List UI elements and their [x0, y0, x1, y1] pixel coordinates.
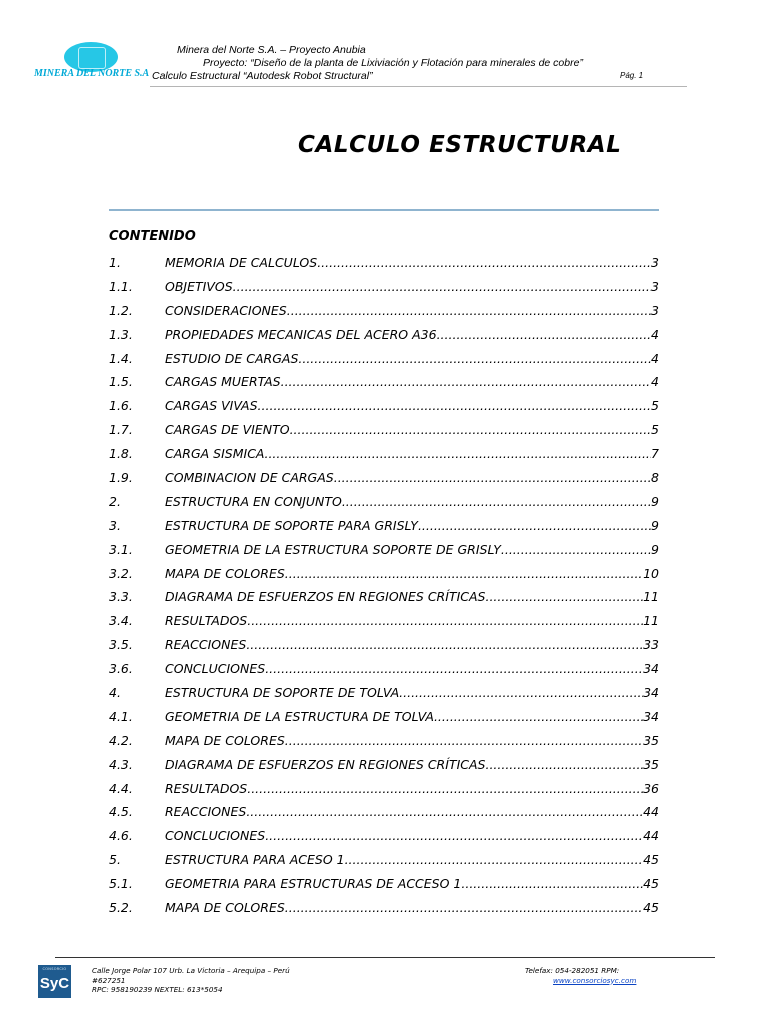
header-divider [150, 86, 687, 87]
toc-entry-number: 1.3. [109, 326, 133, 342]
toc-entry-label: REACCIONES [165, 804, 247, 820]
toc-entry[interactable] [109, 705, 659, 729]
toc-entry-page: 3 [651, 302, 659, 318]
toc-entry-number: 5.2. [109, 900, 133, 916]
toc-entry-label: COMBINACION DE CARGAS [165, 470, 334, 486]
toc-entry-label: GEOMETRIA DE LA ESTRUCTURA SOPORTE DE GRISLY [165, 541, 501, 557]
toc-entry-page: 5 [651, 422, 659, 438]
header-page-number: Pág. 1 [620, 71, 644, 80]
toc-entry-number: 3. [109, 517, 121, 533]
toc-entry[interactable] [109, 729, 659, 753]
toc-dot-leader [485, 753, 643, 777]
toc-entry-page: 45 [643, 900, 659, 916]
toc-dot-leader [317, 251, 651, 275]
toc-entry-number: 3.1. [109, 541, 133, 557]
toc-dot-leader [281, 370, 651, 394]
toc-entry[interactable] [109, 251, 659, 275]
toc-entry-label: RESULTADOS [165, 613, 248, 629]
toc-dot-leader [287, 299, 651, 323]
toc-entry[interactable] [109, 466, 659, 490]
toc-entry-page: 36 [643, 780, 659, 796]
toc-entry-label: ESTRUCTURA PARA ACESO 1 [165, 852, 345, 868]
toc-entry-number: 2. [109, 493, 121, 509]
toc-dot-leader [247, 609, 643, 633]
toc-entry-number: 3.4. [109, 613, 133, 629]
toc-entry-number: 3.5. [109, 637, 133, 653]
title-divider [109, 209, 659, 211]
toc-entry[interactable] [109, 442, 659, 466]
toc-entry-label: CARGAS MUERTAS [165, 374, 281, 390]
toc-entry-page: 45 [643, 876, 659, 892]
header-project: Proyecto: “Diseño de la planta de Lixiviación y Flotación para minerales de cobre” [203, 57, 583, 69]
toc-dot-leader [246, 633, 643, 657]
toc-entry-number: 4.1. [109, 708, 133, 724]
toc-dot-leader [345, 848, 644, 872]
toc-entry-number: 1.4. [109, 350, 133, 366]
toc-entry-page: 34 [643, 685, 659, 701]
toc-entry[interactable] [109, 562, 659, 586]
toc-entry-label: PROPIEDADES MECANICAS DEL ACERO A36 [165, 326, 437, 342]
toc-entry-page: 4 [651, 350, 659, 366]
header-calc-title: Calculo Estructural “Autodesk Robot Structural” [152, 70, 373, 82]
toc-entry-number: 1.7. [109, 422, 133, 438]
document-title: CALCULO ESTRUCTURAL [298, 132, 622, 158]
toc-entry[interactable] [109, 633, 659, 657]
toc-entry[interactable] [109, 753, 659, 777]
toc-entry-page: 8 [651, 470, 659, 486]
toc-entry-label: REACCIONES [165, 637, 247, 653]
toc-entry-number: 1.6. [109, 398, 133, 414]
footer-website-link[interactable]: www.consorciosyc.com [553, 975, 637, 985]
toc-entry[interactable] [109, 824, 659, 848]
toc-dot-leader [264, 442, 651, 466]
toc-dot-leader [247, 777, 643, 801]
toc-entry-number: 1.1. [109, 278, 133, 294]
toc-entry-label: GEOMETRIA DE LA ESTRUCTURA DE TOLVA [165, 708, 434, 724]
toc-entry-label: GEOMETRIA PARA ESTRUCTURAS DE ACCESO 1 [165, 876, 462, 892]
toc-entry-number: 1.5. [109, 374, 133, 390]
footer-address [92, 966, 290, 995]
toc-entry-page: 9 [651, 517, 659, 533]
toc-entry-page: 45 [643, 852, 659, 868]
toc-entry-number: 1. [109, 255, 121, 270]
toc-entry[interactable] [109, 370, 659, 394]
toc-entry[interactable] [109, 394, 659, 418]
toc-entry-label: ESTRUCTURA DE SOPORTE PARA GRISLY [165, 517, 418, 533]
toc-entry[interactable] [109, 800, 659, 824]
toc-entry-page: 11 [643, 589, 659, 605]
toc-entry-number: 4.2. [109, 732, 133, 748]
toc-entry-number: 5. [109, 852, 121, 868]
footer-logo-mark: SyC [39, 975, 70, 992]
toc-entry-label: CONCLUCIONES [165, 661, 266, 677]
toc-entry[interactable] [109, 418, 659, 442]
toc-dot-leader [342, 490, 651, 514]
toc-entry-label: CARGAS DE VIENTO [165, 422, 290, 438]
toc-dot-leader [485, 585, 643, 609]
toc-entry[interactable] [109, 490, 659, 514]
toc-entry-page: 3 [651, 278, 659, 294]
toc-entry-label: DIAGRAMA DE ESFUERZOS EN REGIONES CRÍTICAS [165, 756, 486, 772]
toc-entry[interactable] [109, 514, 659, 538]
toc-entry-label: ESTRUCTURA EN CONJUNTO [165, 493, 342, 509]
logo-text: MINERA DEL NORTE S.A [34, 68, 150, 79]
toc-entry-page: 3 [651, 255, 659, 270]
toc-entry[interactable] [109, 275, 659, 299]
toc-entry-page: 7 [651, 446, 659, 462]
toc-entry-number: 4.5. [109, 804, 133, 820]
toc-entry-number: 4.4. [109, 780, 133, 796]
toc-entry[interactable] [109, 872, 659, 896]
toc-entry-number: 1.2. [109, 302, 133, 318]
toc-entry[interactable] [109, 848, 659, 872]
toc-dot-leader [434, 705, 643, 729]
toc-entry[interactable] [109, 347, 659, 371]
toc-dot-leader [233, 275, 651, 299]
toc-entry-number: 3.3. [109, 589, 133, 605]
toc-entry-page: 5 [651, 398, 659, 414]
toc-entry-page: 35 [643, 732, 659, 748]
toc-entry-label: CONSIDERACIONES [165, 302, 287, 318]
toc-dot-leader [246, 800, 643, 824]
toc-entry-label: MAPA DE COLORES [165, 565, 285, 581]
toc-entry[interactable] [109, 299, 659, 323]
toc-entry-number: 1.9. [109, 470, 133, 486]
toc-dot-leader [265, 657, 643, 681]
toc-dot-leader [265, 824, 643, 848]
header-company: Minera del Norte S.A. – Proyecto Anubia [177, 44, 366, 56]
toc-entry-page: 9 [651, 541, 659, 557]
footer-address-line1: Calle Jorge Polar 107 Urb. La Victoria – Arequipa – Perú [92, 966, 290, 975]
toc-entry-page: 34 [643, 661, 659, 677]
toc-entry-number: 4.3. [109, 756, 133, 772]
toc-entry-number: 1.8. [109, 446, 133, 462]
toc-dot-leader [461, 872, 643, 896]
footer-logo-tag: CONSORCIO [42, 967, 67, 971]
toc-entry-label: MAPA DE COLORES [165, 732, 285, 748]
toc-entry-page: 4 [651, 326, 659, 342]
footer-phone: Telefax: 054-282051 RPM: [525, 966, 620, 975]
toc-dot-leader [285, 896, 643, 920]
toc-dot-leader [437, 323, 651, 347]
toc-entry-label: CARGA SISMICA [165, 446, 265, 462]
toc-entry-label: MAPA DE COLORES [165, 900, 285, 916]
toc-entry-page: 44 [643, 828, 659, 844]
toc-entry-label: DIAGRAMA DE ESFUERZOS EN REGIONES CRÍTICAS [165, 589, 486, 605]
footer-address-line2: #627251 [92, 975, 126, 985]
toc-dot-leader [290, 418, 651, 442]
toc-entry-number: 3.2. [109, 565, 133, 581]
toc-dot-leader [399, 681, 643, 705]
footer-divider [55, 957, 715, 958]
toc-dot-leader [285, 729, 643, 753]
toc-dot-leader [334, 466, 651, 490]
toc-entry-label: ESTUDIO DE CARGAS [165, 350, 299, 366]
toc-entry[interactable] [109, 323, 659, 347]
table-of-contents [109, 251, 659, 920]
toc-entry-number: 4. [109, 685, 121, 701]
toc-dot-leader [501, 538, 651, 562]
toc-entry[interactable] [109, 777, 659, 801]
toc-entry-label: CARGAS VIVAS [165, 398, 258, 414]
toc-entry-page: 44 [643, 804, 659, 820]
toc-entry-page: 4 [651, 374, 659, 390]
contents-heading: CONTENIDO [109, 229, 196, 244]
toc-entry-page: 33 [643, 637, 659, 653]
toc-entry[interactable] [109, 896, 659, 920]
toc-entry-label: MEMORIA DE CALCULOS [165, 255, 318, 270]
toc-dot-leader [258, 394, 652, 418]
toc-entry-page: 9 [651, 493, 659, 509]
toc-entry-page: 35 [643, 756, 659, 772]
toc-entry-number: 4.6. [109, 828, 133, 844]
toc-entry-number: 3.6. [109, 661, 133, 677]
toc-entry-label: ESTRUCTURA DE SOPORTE DE TOLVA [165, 685, 400, 701]
toc-entry[interactable] [109, 657, 659, 681]
toc-dot-leader [418, 514, 651, 538]
toc-entry-page: 11 [643, 613, 659, 629]
toc-entry-label: RESULTADOS [165, 780, 248, 796]
toc-entry[interactable] [109, 609, 659, 633]
toc-dot-leader [298, 347, 651, 371]
toc-entry-page: 34 [643, 708, 659, 724]
toc-dot-leader [285, 562, 643, 586]
toc-entry-label: OBJETIVOS [165, 278, 233, 294]
toc-entry[interactable] [109, 681, 659, 705]
toc-entry[interactable] [109, 538, 659, 562]
footer-logo [38, 965, 71, 998]
footer-address-line3: RPC: 958190239 NEXTEL: 613*5054 [92, 985, 223, 994]
toc-entry-number: 5.1. [109, 876, 133, 892]
toc-entry-page: 10 [643, 565, 659, 581]
toc-entry[interactable] [109, 585, 659, 609]
toc-entry-label: CONCLUCIONES [165, 828, 266, 844]
